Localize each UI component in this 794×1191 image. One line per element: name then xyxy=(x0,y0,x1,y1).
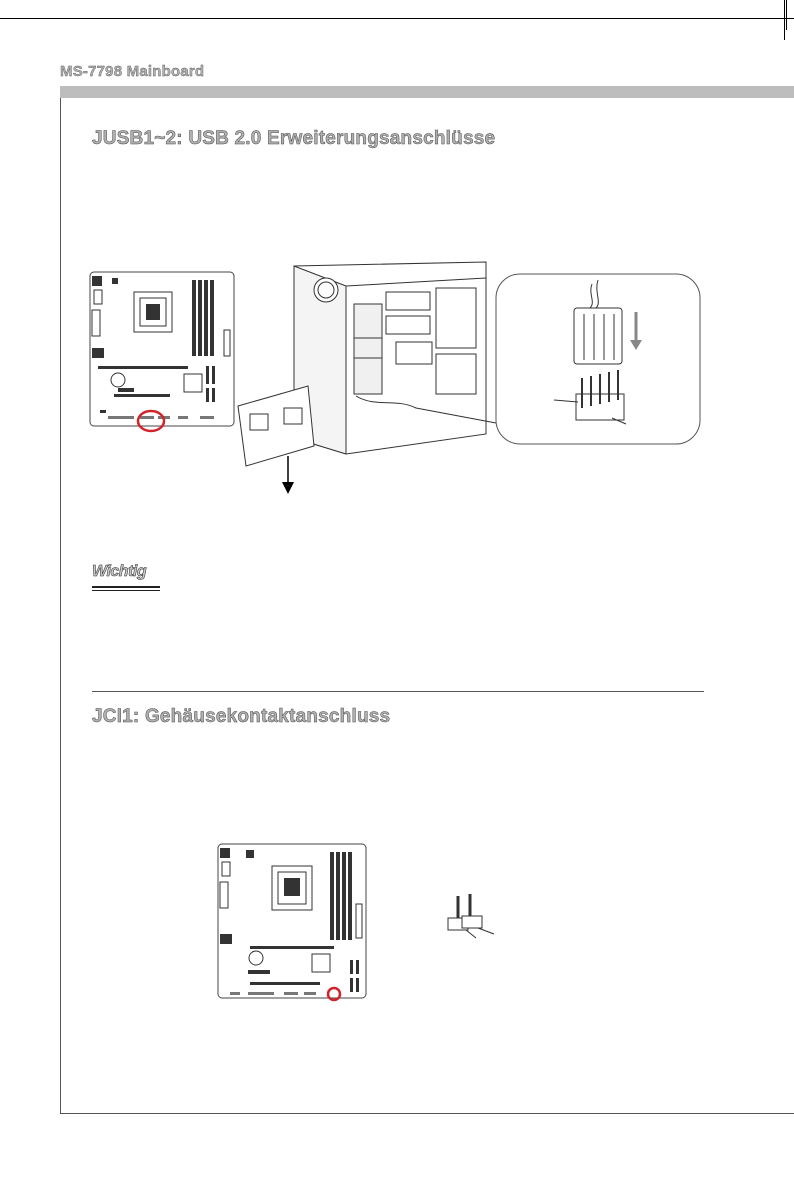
page-frame-bottom xyxy=(60,1113,794,1114)
section-title-usb: JUSB1~2: USB 2.0 Erweiterungsanschlüsse xyxy=(92,128,496,149)
section-divider xyxy=(92,691,704,692)
page-frame-left xyxy=(60,98,61,1114)
crop-mark-horizontal xyxy=(0,18,794,19)
crop-mark-vertical-2 xyxy=(786,0,787,30)
two-pin-header-diagram xyxy=(440,890,500,946)
crop-mark-vertical xyxy=(784,0,785,40)
header-bar xyxy=(60,86,794,98)
important-label: Wichtig xyxy=(92,563,147,580)
pc-case-diagram xyxy=(236,258,498,494)
running-header: MS-7798 Mainboard xyxy=(60,63,205,80)
mainboard-diagram-2 xyxy=(216,842,368,1000)
important-underline-2 xyxy=(92,590,160,591)
mainboard-diagram-1 xyxy=(88,270,236,428)
usb-connector-diagram xyxy=(494,272,704,448)
section-title-jci: JCI1: Gehäusekontaktanschluss xyxy=(92,706,391,727)
important-underline xyxy=(92,586,160,588)
